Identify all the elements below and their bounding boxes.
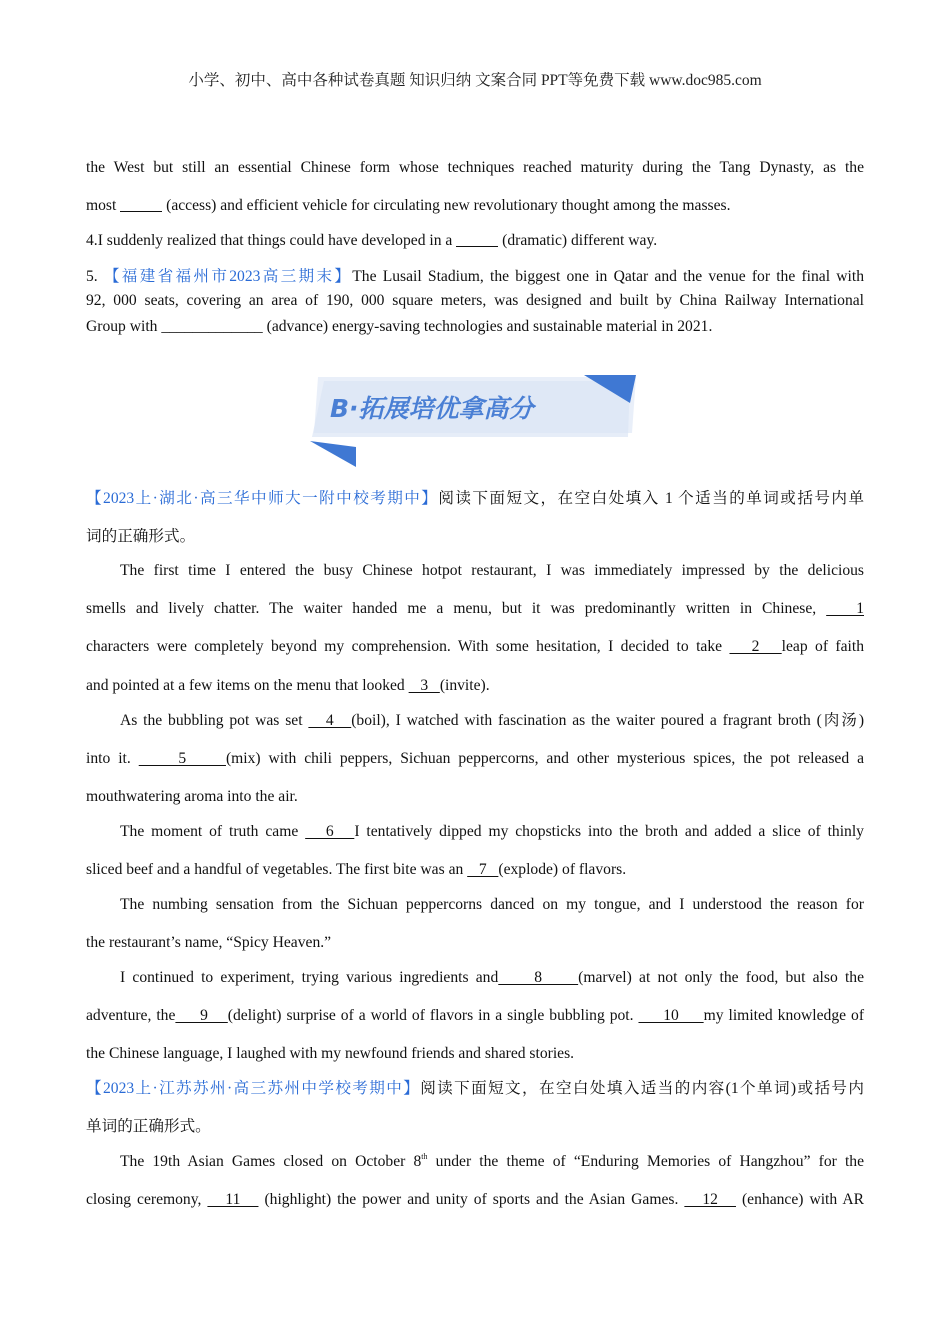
text-line: the restaurant’s name, “Spicy Heaven.” xyxy=(86,934,332,951)
answer-blank-7[interactable]: 7 xyxy=(467,861,499,878)
text-segment: closing ceremony, xyxy=(86,1191,208,1208)
text-line xyxy=(86,676,864,696)
text-line xyxy=(86,196,864,216)
page-header: 小学、初中、高中各种试卷真题 知识归纳 文案合同 PPT等免费下载 www.doc985.com xyxy=(188,72,762,89)
answer-blank-2[interactable]: 2 xyxy=(729,638,782,655)
text-segment: adventure, the xyxy=(86,1007,176,1024)
text-line: mouthwatering aroma into the air. xyxy=(86,788,298,805)
text-segment: I tentatively dipped my chopsticks into the broth and added a slice of thinly xyxy=(354,823,864,840)
text-segment: As the bubbling pot was set xyxy=(120,712,309,729)
text-segment: The Lusail Stadium, the biggest one in Qatar and the venue for the final with xyxy=(352,268,864,285)
text-segment: (highlight) the power and unity of sports and the Asian Games. xyxy=(258,1191,685,1208)
text-segment: (delight) surprise of a world of flavors in a single bubbling pot. xyxy=(227,1007,639,1024)
answer-blank-12[interactable]: 12 xyxy=(684,1191,736,1208)
text-segment: most xyxy=(86,197,121,214)
text-line xyxy=(120,1152,864,1172)
banner-title: B·拓展培优拿高分 xyxy=(330,394,534,423)
answer-blank-4[interactable]: 4 xyxy=(308,712,352,729)
banner-graphic xyxy=(310,375,640,470)
question-source: 【福建省福州市2023高三期末】 xyxy=(103,268,353,285)
text-line: Group with _____________ (advance) energy-saving technologies and sustainable material in 2021. xyxy=(86,318,713,335)
question-5 xyxy=(86,267,864,287)
passage-source: 【2023上·湖北·高三华中师大一附中校考期中】 xyxy=(86,490,439,507)
text-line xyxy=(86,860,864,880)
section-banner xyxy=(310,375,640,470)
text-line: The numbing sensation from the Sichuan peppercorns danced on my tongue, and I understood the reason for xyxy=(120,896,864,913)
text-segment: smells and lively chatter. The waiter handed me a menu, but it was predominantly written in Chinese, xyxy=(86,600,827,617)
answer-blank-5[interactable]: 5 xyxy=(138,750,226,767)
answer-blank-10[interactable]: 10 xyxy=(638,1007,704,1024)
question-number: 5. xyxy=(86,268,104,285)
passage-source: 【2023上·江苏苏州·高三苏州中学校考期中】 xyxy=(86,1080,421,1097)
text-line: 92, 000 seats, covering an area of 190, 000 square meters, was designed and built by China Railway International xyxy=(86,292,864,309)
text-segment: leap of faith xyxy=(781,638,865,655)
text-line xyxy=(120,968,864,988)
answer-blank-11[interactable]: 11 xyxy=(207,1191,259,1208)
text-segment: (access) and efficient vehicle for circulating new revolutionary thought among the masses. xyxy=(162,197,731,214)
text-line: The first time I entered the busy Chinese hotpot restaurant, I was immediately impressed by the delicious xyxy=(120,562,864,579)
text-line xyxy=(86,749,864,769)
text-line xyxy=(86,599,864,619)
text-segment: 4.I suddenly realized that things could have developed in a xyxy=(86,232,457,249)
passage-instruction xyxy=(86,489,864,509)
text-segment: (explode) of flavors. xyxy=(498,861,627,878)
text-segment: under the theme of “Enduring Memories of Hangzhou” for the xyxy=(427,1153,865,1170)
instruction-text: 词的正确形式。 xyxy=(86,528,196,545)
text-line xyxy=(86,1190,864,1210)
text-segment: (dramatic) different way. xyxy=(498,232,658,249)
answer-blank[interactable] xyxy=(456,232,498,247)
answer-blank-6[interactable]: 6 xyxy=(305,823,355,840)
text-segment: (mix) with chili peppers, Sichuan peppercorns, and other mysterious spices, the pot released a xyxy=(225,750,865,767)
text-line: the Chinese language, I laughed with my newfound friends and shared stories. xyxy=(86,1045,575,1062)
text-segment: (marvel) at not only the food, but also the xyxy=(578,969,865,986)
question-4 xyxy=(86,231,864,251)
answer-blank-3[interactable]: 3 xyxy=(408,677,440,694)
text-line xyxy=(120,711,864,731)
text-line: the West but still an essential Chinese form whose techniques reached maturity during the Tang Dynasty, as the xyxy=(86,159,864,176)
text-segment: into it. xyxy=(86,750,139,767)
text-segment: sliced beef and a handful of vegetables. The first bite was an xyxy=(86,861,468,878)
answer-blank[interactable] xyxy=(120,197,162,212)
answer-blank-9[interactable]: 9 xyxy=(175,1007,228,1024)
text-segment: my limited knowledge of xyxy=(703,1007,865,1024)
banner-corner-bottom xyxy=(310,441,356,467)
text-segment: characters were completely beyond my comprehension. With some hesitation, I decided to take xyxy=(86,638,730,655)
text-segment: (invite). xyxy=(439,677,490,694)
text-segment: I continued to experiment, trying various ingredients and xyxy=(120,969,499,986)
text-segment: (enhance) with AR xyxy=(735,1191,864,1208)
text-line xyxy=(120,822,864,842)
text-line xyxy=(86,637,864,657)
answer-blank-8[interactable]: 8 xyxy=(498,969,579,986)
text-segment: The moment of truth came xyxy=(120,823,306,840)
text-segment: and pointed at a few items on the menu that looked xyxy=(86,677,409,694)
text-line xyxy=(86,1006,864,1026)
passage-instruction xyxy=(86,1079,864,1099)
instruction-text: 单词的正确形式。 xyxy=(86,1118,211,1135)
instruction-text: 阅读下面短文，在空白处填入适当的内容(1个单词)或括号内 xyxy=(420,1080,864,1097)
instruction-text: 阅读下面短文，在空白处填入 1 个适当的单词或括号内单 xyxy=(438,490,864,507)
text-segment: (boil), I watched with fascination as the waiter poured a fragrant broth (肉汤) xyxy=(351,712,865,729)
ordinal-suffix: th xyxy=(421,1152,428,1161)
answer-blank-1[interactable]: 1 xyxy=(826,600,864,617)
text-segment: The 19th Asian Games closed on October 8 xyxy=(120,1153,422,1170)
